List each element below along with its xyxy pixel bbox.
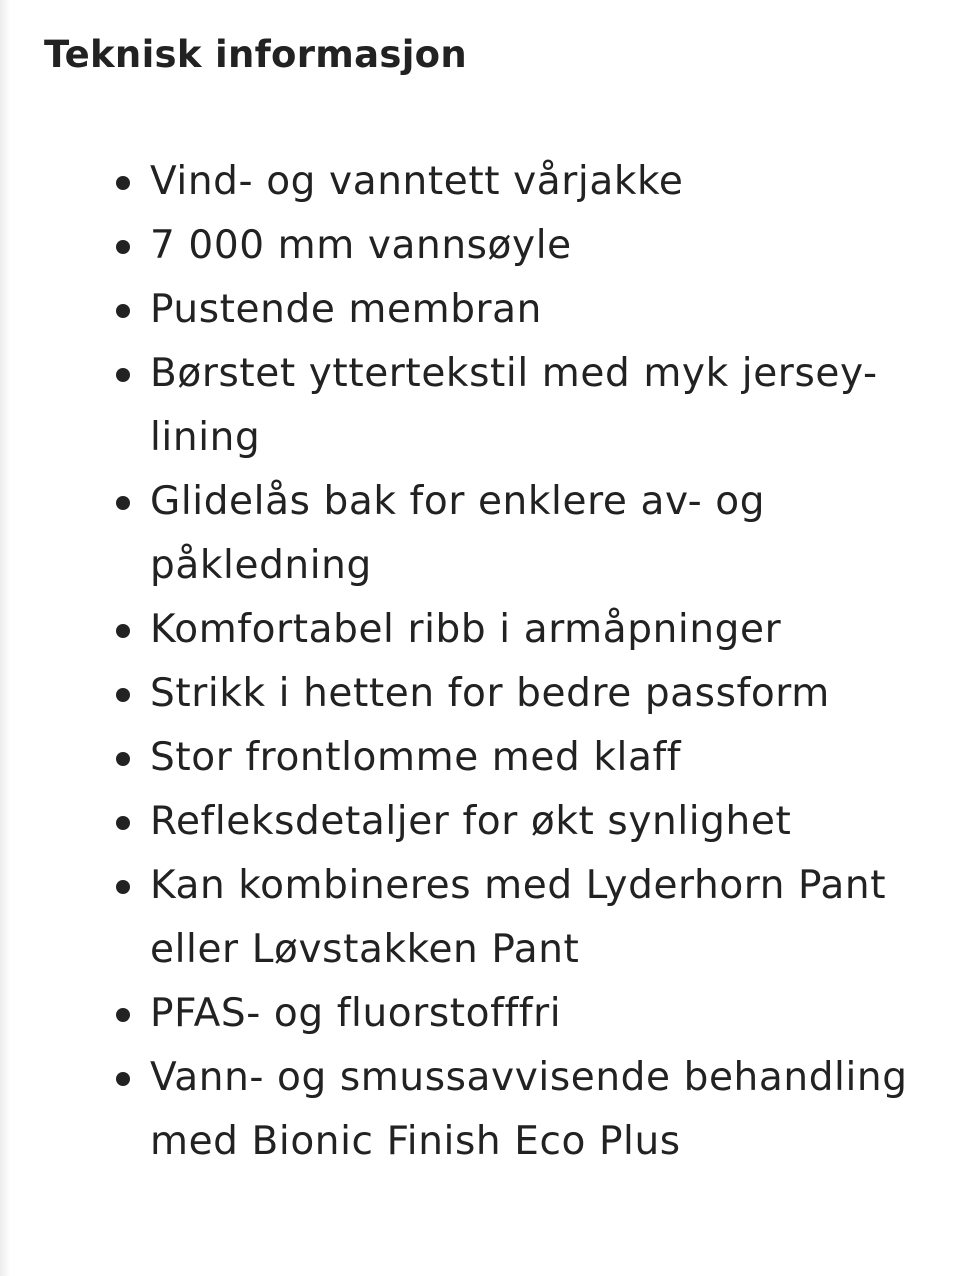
bullet-icon [116,1072,130,1086]
list-item-text: Kan kombineres med Lyderhorn Pant eller Løvstakken Pant [150,863,887,972]
bullet-icon [116,880,130,894]
list-item-text: Glidelås bak for enklere av- og påkledning [150,479,766,588]
list-item [44,470,934,598]
bullet-icon [116,240,130,254]
bullet-icon [116,304,130,318]
list-item [44,726,934,790]
list-item [44,662,934,726]
list-item [44,982,934,1046]
bullet-icon [116,1008,130,1022]
bullet-icon [116,496,130,510]
list-item [44,278,934,342]
list-item [44,1046,934,1174]
bullet-icon [116,688,130,702]
list-item-text: Vann- og smussavvisende behandling med Bionic Finish Eco Plus [150,1055,908,1164]
list-item [44,214,934,278]
bullet-icon [116,176,130,190]
list-item-text: PFAS- og fluorstofffri [150,991,562,1036]
list-item-text: 7 000 mm vannsøyle [150,223,572,268]
list-item-text: Komfortabel ribb i armåpninger [150,607,782,652]
list-item [44,598,934,662]
list-item-text: Refleksdetaljer for økt synlighet [150,799,792,844]
list-item-text: Stor frontlomme med klaff [150,735,682,780]
list-item [44,854,934,982]
page-edge-shadow [0,0,10,1276]
bullet-icon [116,816,130,830]
list-item-text: Vind- og vanntett vårjakke [150,159,684,204]
list-item-text: Strikk i hetten for bedre passform [150,671,830,716]
list-item-text: Børstet yttertekstil med myk jersey-lining [150,351,878,460]
list-item [44,342,934,470]
bullet-icon [116,368,130,382]
section-title: Teknisk informasjon [44,33,468,76]
technical-info-section [44,0,934,1164]
list-item [44,150,934,214]
bullet-icon [116,624,130,638]
spec-list [44,150,934,1174]
list-item-text: Pustende membran [150,287,543,332]
bullet-icon [116,752,130,766]
list-item [44,790,934,854]
